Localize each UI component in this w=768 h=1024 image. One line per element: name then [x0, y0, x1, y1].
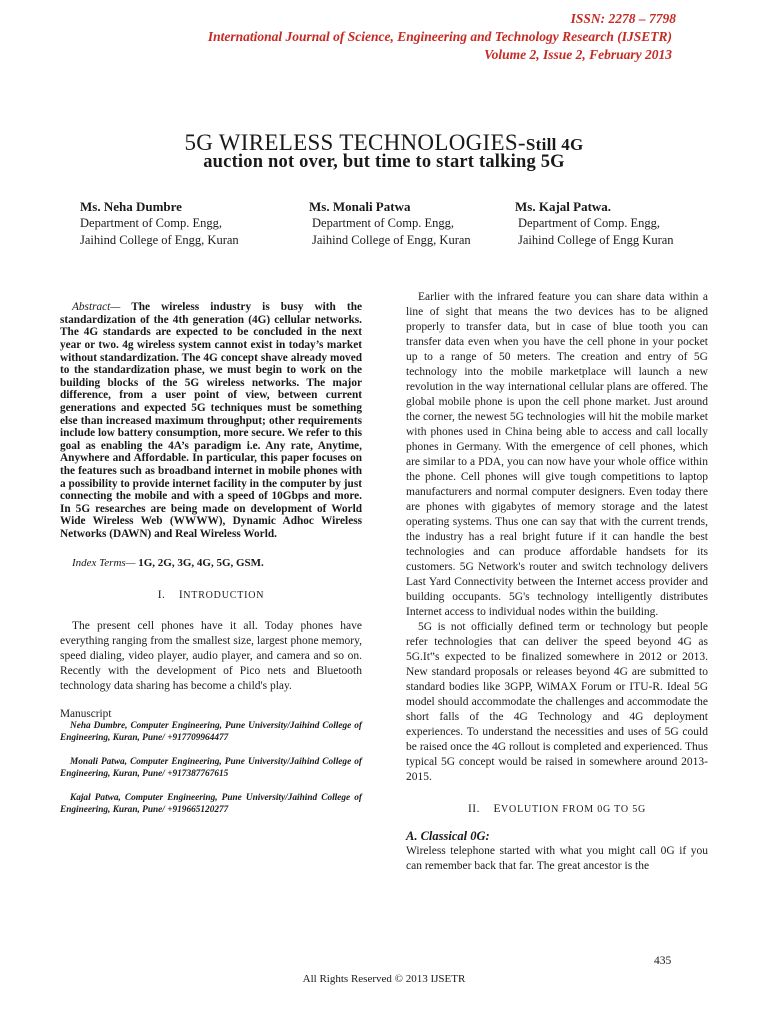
abstract	[60, 301, 362, 540]
section-title-cap: E	[493, 803, 502, 815]
body-paragraph: Wireless telephone started with what you might call 0G if you can remember back that far. The great ancestor is the	[406, 845, 708, 872]
body-paragraph: Earlier with the infrared feature you can share data within a line of sight that means the two devices has to be aligned properly to transfer data, but in case of blue tooth you can transfer data even when you have the cell phone in your pocket up to a range of 50 meters. The creation and entry of 5G technology into the mobile marketplace will launch a new revolution in the way international cellular plans are offered. The global mobile phone is upon the cell phone market. Just around the corner, the newest 5G technologies will hit the mobile market with phones used in China being able to access and call locally phones in Germany. With the emergence of cell phones, which are similar to a PDA, you can now have your whole office within the phone. Cell phones will give tough competitions to laptop manufacturers and normal computer designers. Even today there are phones with gigabytes of memory storage and the latest operating systems. Thus one can say that with the current trends, the industry has a real bright future if it can handle the best technologies and can produce affordable handsets for its customers. 5G Network's router and switch technology delivers Last Yard Connectivity between the Internet access provider and building occupants. 5G's technology intelligently distributes Internet access to individual nodes within the building.	[406, 291, 708, 618]
author-college: Jaihind College of Engg, Kuran	[312, 233, 471, 247]
author-note: Neha Dumbre, Computer Engineering, Pune University/Jaihind College of Engineering, Kuran, Pune/ +917709964477	[60, 720, 362, 743]
author-note: Monali Patwa, Computer Engineering, Pune University/Jaihind College of Engineering, Kuran, Pune/ +917387767615	[60, 756, 362, 779]
section-number: II.	[467, 803, 480, 815]
right-column	[406, 290, 708, 874]
manuscript-label: Manuscript	[60, 707, 112, 720]
abstract-label: Abstract—	[72, 301, 121, 314]
issn-header: ISSN: 2278 – 7798	[570, 11, 676, 26]
author-name: Ms. Monali Patwa	[309, 199, 411, 214]
author-note: Kajal Patwa, Computer Engineering, Pune University/Jaihind College of Engineering, Kuran, Pune/ +919665120277	[60, 792, 362, 815]
author-block	[80, 198, 239, 249]
intro-paragraph: The present cell phones have it all. Today phones have everything ranging from the smallest size, largest phone memory, speed dialing, video player, audio player, and camera and so on. Recently with the development of Pico nets and Bluetooth technology data sharing has become a child's play.	[60, 619, 362, 692]
author-block	[515, 198, 674, 249]
paper-title-main: 5G WIRELESS TECHNOLOGIES-	[184, 130, 526, 155]
subsection-heading: A. Classical 0G:	[406, 829, 490, 843]
section-title-rest: VOLUTION FROM 0G TO 5G	[501, 804, 647, 815]
body-paragraph: 5G is not officially defined term or technology but people refer technologies that can deliver the speed beyond 4G as 5G.It‟s expected to be finalized somewhere in 2012 or 2013. New standard proposals or releases beyond 4G are submitted to standard bodies like 3GPP, WiMAX Forum or ITU-R. Ideal 5G model should accommodate the challenges and accommodate the short falls of the 4G Technology and 4G deployment experiences. To understand the necessities and uses of 5G could be raised once the 4G rollout is completed and experienced. Thus typical 5G concept would be raised in somewhere around 2013-2015.	[406, 621, 708, 783]
section-title-rest: NTRODUCTION	[183, 589, 265, 601]
index-terms-text: 1G, 2G, 3G, 4G, 5G, GSM.	[135, 556, 264, 569]
abstract-text: The wireless industry is busy with the standardization of the 4th generation (4G) cellular networks. The 4G standards are expected to be concluded in the next year or two. 4g wireless system cannot exist in today’s market without standardization. The 4G concept shave already moved to the standardization phase, we must begin to work on the building blocks of the 5G wireless networks. The major difference, from a user point of view, between current generations and expected 5G techniques must be something else than increased maximum throughput; other requirements include low battery consumption, more secure. We refer to this goal as enabling the 4A’s paradigm i.e. Any rate, Anytime, Anywhere and Affordable. In particular, this paper focuses on the features such as broadband internet in mobile phones with a possibility to provide internet facility in the computer by just connecting the mobile and with a speed of 10Gbps and more. In 5G researches are being made on development of World Wide Wireless Web (WWWW), Dynamic Adhoc Wireless Networks (DAWN) and Real Wireless World.	[60, 301, 362, 540]
author-dept: Department of Comp. Engg,	[312, 216, 454, 230]
section-number: I.	[157, 588, 166, 601]
copyright-footer: All Rights Reserved © 2013 IJSETR	[302, 973, 466, 985]
journal-name: International Journal of Science, Engineering and Technology Research (IJSETR)	[207, 29, 672, 44]
paper-title-suffix: Still 4G	[525, 135, 584, 154]
author-dept: Department of Comp. Engg,	[518, 216, 660, 230]
author-college: Jaihind College of Engg, Kuran	[80, 233, 239, 247]
index-terms	[60, 557, 362, 569]
section-heading-introduction	[60, 589, 362, 601]
section-title-cap: I	[178, 588, 184, 601]
left-column	[60, 290, 362, 825]
author-name: Ms. Neha Dumbre	[80, 199, 182, 214]
volume-issue: Volume 2, Issue 2, February 2013	[484, 47, 672, 62]
paper-subtitle: auction not over, but time to start talking 5G	[203, 152, 565, 172]
author-name: Ms. Kajal Patwa.	[515, 199, 612, 214]
page-number: 435	[654, 955, 672, 967]
author-college: Jaihind College of Engg Kuran	[518, 233, 674, 247]
author-dept: Department of Comp. Engg,	[80, 216, 222, 230]
author-block	[309, 198, 471, 249]
section-heading-evolution	[406, 803, 708, 815]
index-terms-label: Index Terms—	[72, 556, 136, 569]
